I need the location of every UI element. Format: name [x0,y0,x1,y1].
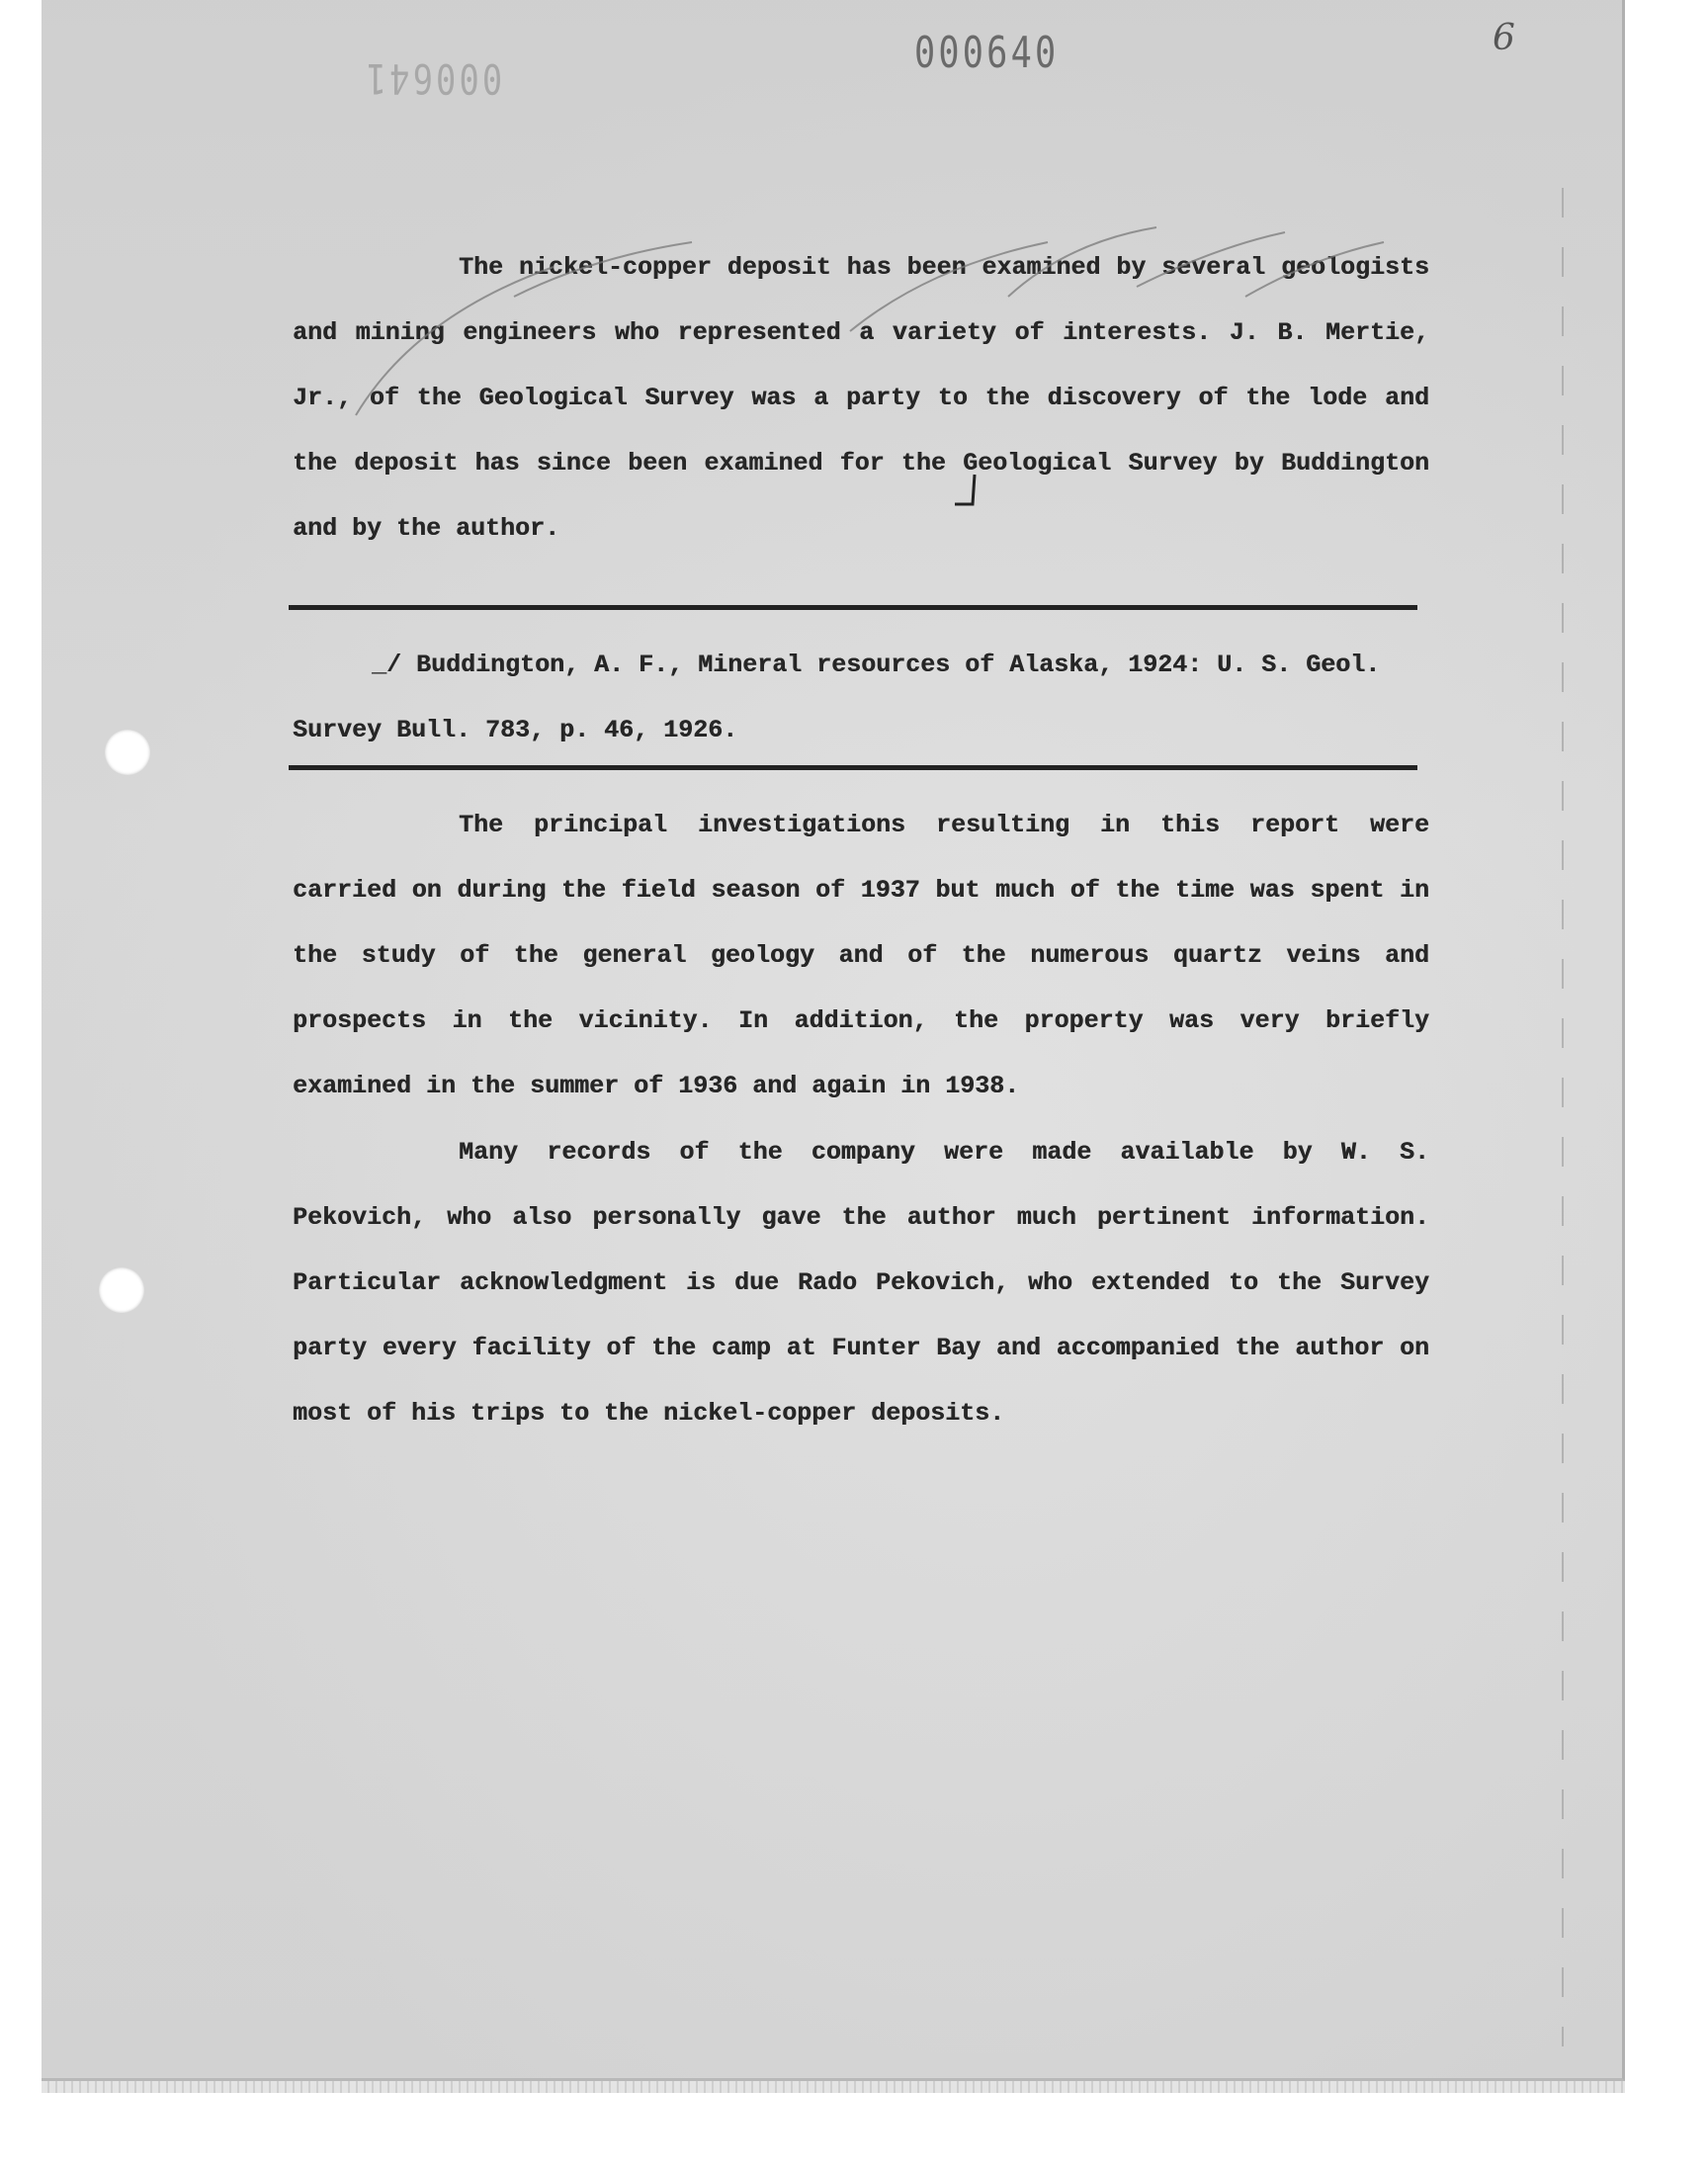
footnote-rule-bottom [289,765,1417,770]
punch-hole-lower [99,1267,144,1313]
footnote-marker: _/ [372,651,402,679]
footnote-text: Buddington, A. F., Mineral resources of Alaska, 1924: U. S. Geol. Survey Bull. 783, p. 46, 1926. [293,651,1381,744]
document-stamp-number: 000640 [914,28,1060,78]
footnote-buddington [293,633,1429,763]
scanner-edge [42,2081,1625,2093]
paragraph-principal-investigations: The principal investigations resulting in this report were carried on during the field season of 1937 but much of the time was spent in the study of the general geology and of the numerous quartz veins and prospects in the vicinity. In addition, the property was very briefly examined in the summer of 1936 and again in 1938. [293,811,1429,1100]
paragraph-acknowledgments: Many records of the company were made available by W. S. Pekovich, who also personally gave the author much pertinent information. Particular acknowledgment is due Rado Pekovich, who extended to the Survey party every facility of the camp at Funter Bay and accompanied the author on most of his trips to the nickel-copper deposits. [293,1138,1429,1428]
footnote-rule-top [289,605,1417,610]
footnote-reference-mark [949,471,984,510]
punch-hole-upper [105,730,150,775]
handwritten-page-number: 6 [1493,18,1515,58]
page-edge-shadow [1562,188,1564,2046]
paragraph-investigators: The nickel-copper deposit has been examined by several geologists and mining engineers who represented a variety of interests. J. B. Mertie, Jr., of the Geological Survey was a party to the discovery of the lode and the deposit has since been examined for the Geological Survey by Buddington and by the author. [293,253,1429,543]
ghost-stamp-number: 000641 [363,54,503,103]
